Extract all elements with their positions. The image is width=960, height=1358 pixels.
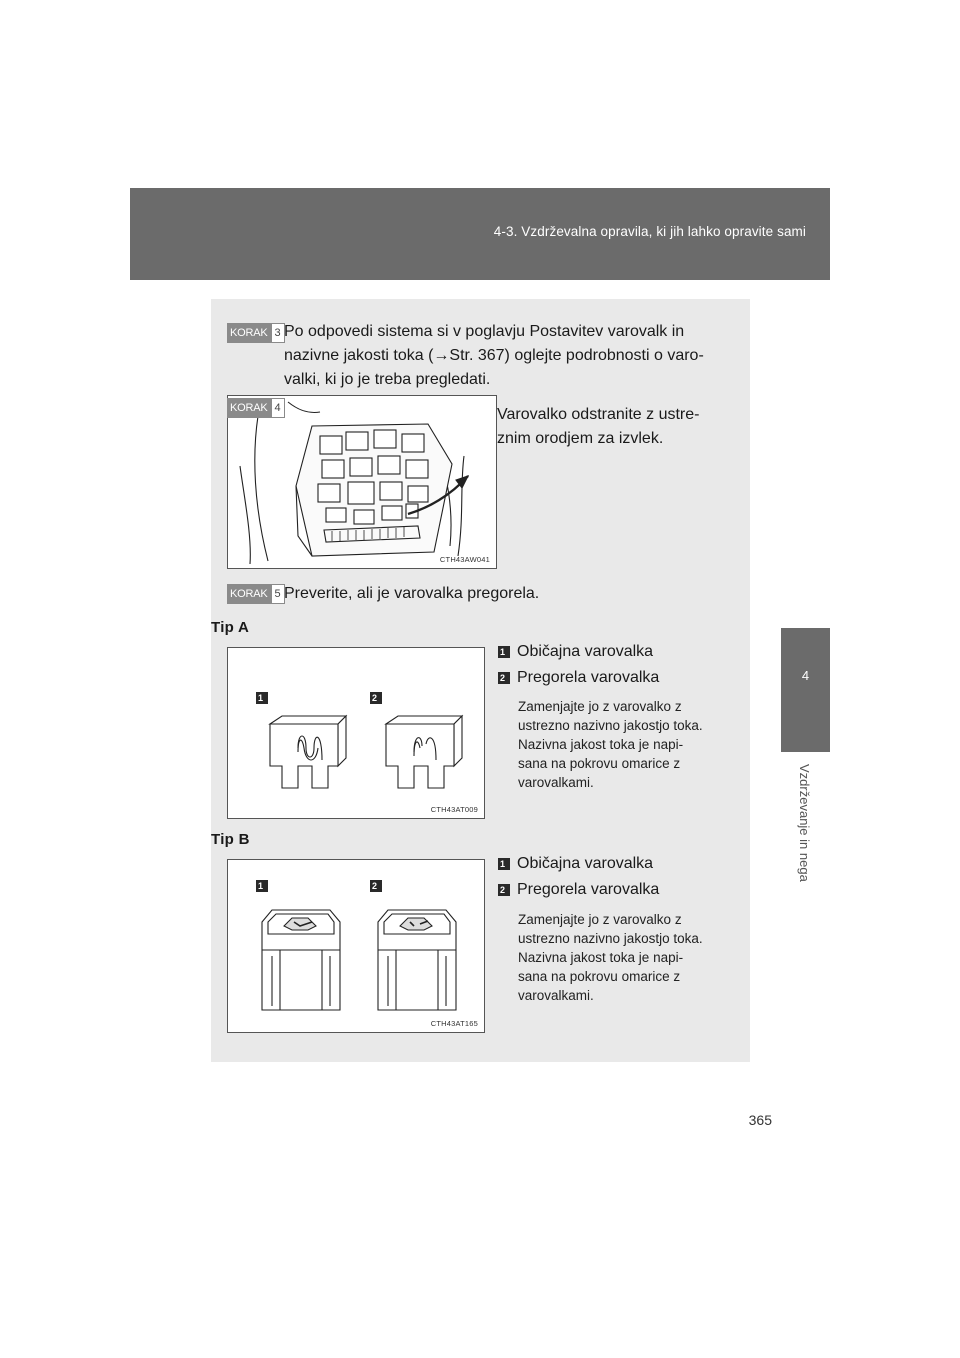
figure-code: CTH43AW041: [439, 555, 490, 564]
chapter-label: Vzdrževanje in nega: [797, 764, 812, 882]
type-a-item-1: Običajna varovalka: [517, 643, 654, 660]
step-5-text: Preverite, ali je varovalka pregorela.: [284, 585, 540, 602]
step-4-line-2: znim orodjem za izvlek.: [497, 430, 664, 447]
step-badge-number: 3: [271, 323, 285, 343]
type-a-note-1: Zamenjajte jo z varovalko z: [518, 699, 682, 714]
step-badge-number: 4: [271, 398, 285, 418]
type-a-note-4: sana na pokrovu omarice z: [518, 756, 681, 771]
type-b-note-5: varovalkami.: [518, 988, 594, 1003]
section-title: 4-3. Vzdrževalna opravila, ki jih lahko opravite sami: [493, 224, 806, 239]
item-marker-2: 2: [498, 672, 510, 684]
step-4-line-1: Varovalko odstranite z ustre-: [497, 406, 700, 423]
type-a-figure: [227, 647, 485, 819]
type-a-note-5: varovalkami.: [518, 775, 594, 790]
type-b-note-1: Zamenjajte jo z varovalko z: [518, 912, 682, 927]
step-badge-3: [227, 323, 285, 343]
fuse-box-figure: [227, 395, 497, 569]
step-badge-word: KORAK: [227, 398, 271, 418]
item-marker-1: 1: [498, 858, 510, 870]
fuse-box-illustration: [228, 396, 496, 568]
page-number: 365: [748, 1112, 772, 1128]
step-badge-word: KORAK: [227, 323, 271, 343]
figure-code: CTH43AT009: [430, 805, 478, 814]
type-b-item-1: Običajna varovalka: [517, 855, 654, 872]
type-a-note-2: ustrezno nazivno jakostjo toka.: [518, 718, 703, 733]
chapter-number: 4: [801, 668, 810, 683]
type-b-item-2: Pregorela varovalka: [517, 881, 660, 898]
figure-marker-2: 2: [370, 692, 382, 704]
type-a-fuse-illustration: [228, 648, 484, 818]
step-3-line-3: valki, ki jo je treba pregledati.: [284, 371, 491, 388]
step-badge-4: [227, 398, 285, 418]
item-marker-1: 1: [498, 646, 510, 658]
type-b-heading: Tip B: [211, 831, 250, 848]
figure-marker-2: 2: [370, 880, 382, 892]
type-b-note-2: ustrezno nazivno jakostjo toka.: [518, 931, 703, 946]
type-b-figure: [227, 859, 485, 1033]
figure-marker-1: 1: [256, 692, 268, 704]
chapter-label-wrap: [790, 764, 820, 914]
type-b-note-4: sana na pokrovu omarice z: [518, 969, 681, 984]
figure-marker-1: 1: [256, 880, 268, 892]
chapter-tab: [781, 628, 830, 752]
item-marker-2: 2: [498, 884, 510, 896]
type-b-note-3: Nazivna jakost toka je napi-: [518, 950, 684, 965]
type-a-note-3: Nazivna jakost toka je napi-: [518, 737, 684, 752]
type-a-item-2: Pregorela varovalka: [517, 669, 660, 686]
figure-code: CTH43AT165: [430, 1019, 478, 1028]
header-band: [130, 188, 830, 280]
step-badge-word: KORAK: [227, 584, 271, 604]
step-badge-number: 5: [271, 584, 285, 604]
content-panel: [211, 299, 750, 1062]
step-3-line-1: Po odpovedi sistema si v poglavju Postavitev varovalk in: [284, 323, 685, 340]
step-3-line-2: nazivne jakosti toka (→Str. 367) oglejte podrobnosti o varo-: [284, 347, 704, 364]
type-a-heading: Tip A: [211, 619, 250, 636]
step-badge-5: [227, 584, 285, 604]
